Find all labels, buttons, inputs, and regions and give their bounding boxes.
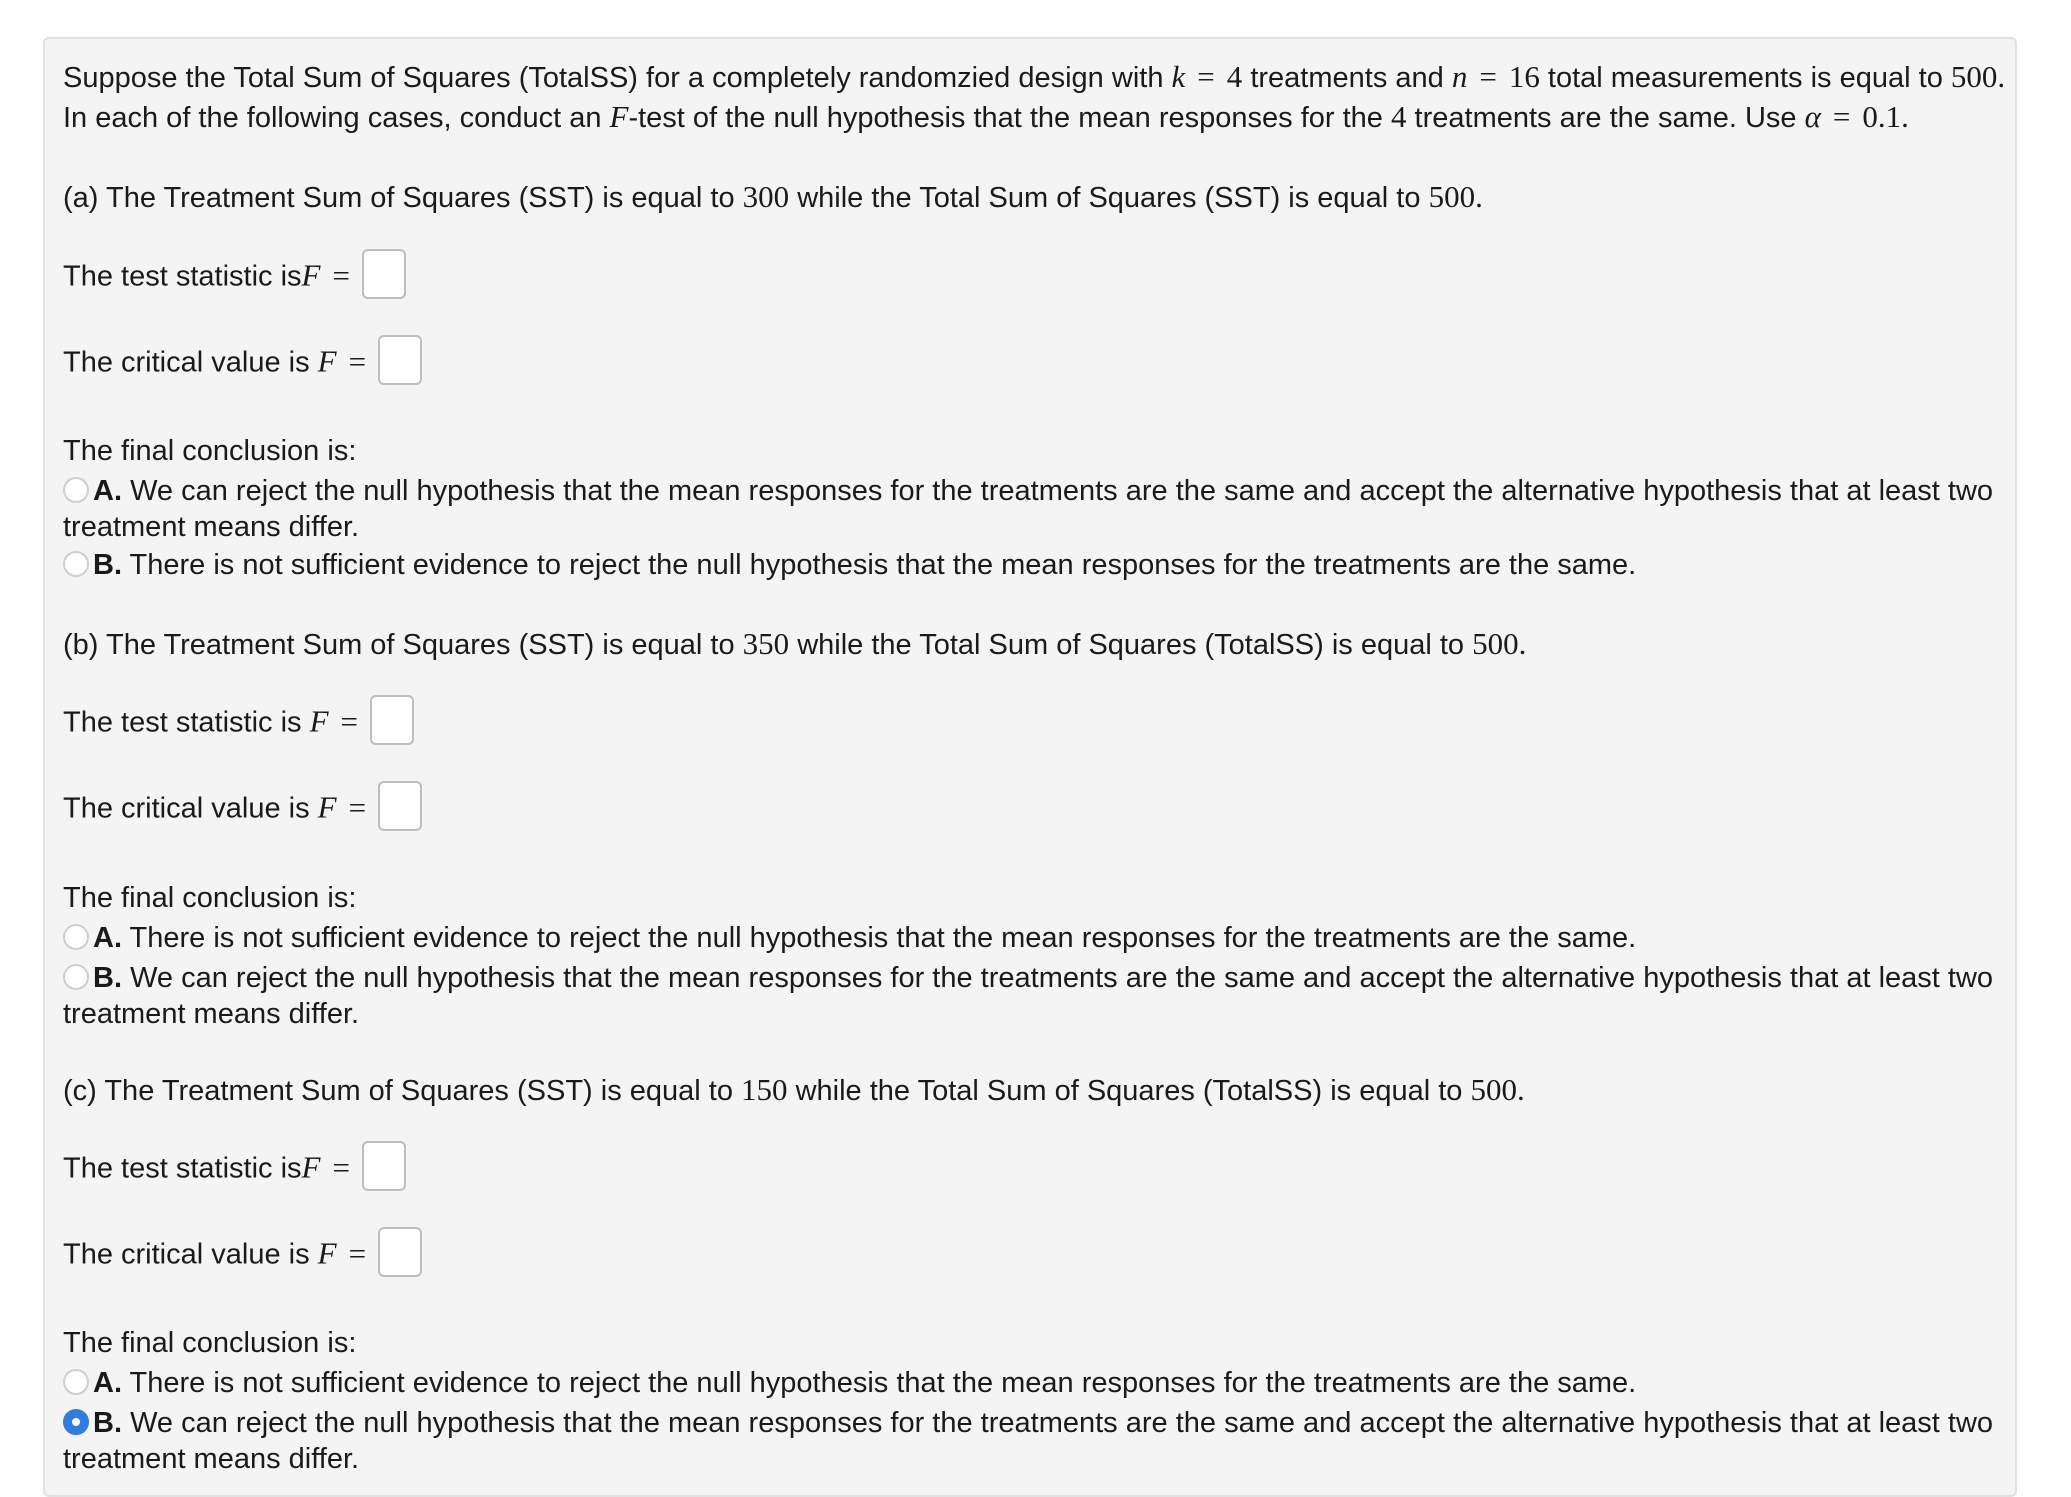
math-eq: = <box>1479 59 1497 94</box>
math-num: 150 <box>741 1072 788 1107</box>
part-a-critical-value-row <box>63 343 422 385</box>
part-header-text: (c) The Treatment Sum of Squares (SST) is equal to <box>63 1075 733 1107</box>
part-b-critical-value-input[interactable] <box>378 781 422 831</box>
part-header-text: (b) The Treatment Sum of Squares (SST) is equal to <box>63 629 735 661</box>
question-card <box>43 37 2017 1497</box>
intro-text: treatments are the same. Use <box>1414 102 1797 134</box>
option-text: There is not sufficient evidence to reject the null hypothesis that the mean responses for the treatments are the same. <box>129 549 1637 581</box>
intro-line-2 <box>63 99 1909 136</box>
part-c-test-statistic-row <box>63 1149 406 1191</box>
intro-text: In each of the following cases, conduct an <box>63 102 602 134</box>
math-var: F <box>309 703 329 739</box>
test-statistic-label: The test statistic is <box>63 706 302 739</box>
part-b-test-statistic-row <box>63 703 414 745</box>
part-a-option-a-radio[interactable] <box>63 477 89 503</box>
math-num: 500. <box>1472 626 1527 661</box>
math-var: F <box>301 257 321 293</box>
part-a-option-a[interactable] <box>63 473 1993 509</box>
math-eq: = <box>1197 59 1215 94</box>
math-num: 500. <box>1470 1072 1525 1107</box>
critical-value-label: The critical value is <box>63 792 310 825</box>
part-c-option-b[interactable] <box>63 1405 1993 1441</box>
part-b-option-a-radio[interactable] <box>63 924 89 950</box>
option-letter: B. <box>93 1407 122 1439</box>
part-c-conclusion-label: The final conclusion is: <box>63 1327 357 1359</box>
math-var: F <box>301 1149 321 1185</box>
math-var: α <box>1804 99 1821 134</box>
intro-text: Suppose the Total Sum of Squares (TotalSS) for a completely randomzied design with <box>63 62 1164 94</box>
math-num: 350 <box>742 626 790 661</box>
part-a-option-b-radio[interactable] <box>63 551 89 577</box>
math-var: F <box>317 1235 337 1271</box>
part-a-header <box>63 179 1483 216</box>
math-eq: = <box>340 703 358 739</box>
part-b-option-b[interactable] <box>63 960 1993 996</box>
part-a-option-b[interactable] <box>63 547 1636 583</box>
option-letter: A. <box>93 1367 122 1399</box>
option-letter: B. <box>93 549 122 581</box>
math-eq: = <box>332 257 350 293</box>
option-letter: B. <box>93 962 122 994</box>
option-text: There is not sufficient evidence to reject the null hypothesis that the mean responses for the treatments are the same. <box>129 1367 1637 1399</box>
math-num: 300 <box>742 179 790 214</box>
part-b-conclusion-label: The final conclusion is: <box>63 882 357 914</box>
option-letter: A. <box>93 475 122 507</box>
part-c-critical-value-row <box>63 1235 422 1277</box>
part-a-option-a-continued: treatment means differ. <box>63 511 360 543</box>
part-c-option-a[interactable] <box>63 1365 1636 1401</box>
option-text: We can reject the null hypothesis that the mean responses for the treatments are the same and accept the alternative hypothesis that at least two <box>130 475 1994 507</box>
math-eq: = <box>1832 99 1851 134</box>
part-a-test-statistic-row <box>63 257 406 299</box>
critical-value-label: The critical value is <box>63 346 310 379</box>
math-eq: = <box>332 1149 350 1185</box>
math-eq: = <box>348 343 367 379</box>
part-b-header <box>63 626 1526 663</box>
part-b-option-a[interactable] <box>63 920 1636 956</box>
math-eq: = <box>348 789 367 825</box>
math-num: 4 <box>1390 99 1407 134</box>
intro-text: treatments and <box>1250 62 1444 94</box>
part-header-text: while the Total Sum of Squares (TotalSS) is equal to <box>797 629 1465 661</box>
critical-value-label: The critical value is <box>63 1238 310 1271</box>
intro-text: -test of the null hypothesis that the mean responses for the <box>628 102 1383 134</box>
part-a-test-statistic-input[interactable] <box>362 249 406 299</box>
part-c-option-a-radio[interactable] <box>63 1369 89 1395</box>
option-text: There is not sufficient evidence to reject the null hypothesis that the mean responses for the treatments are the same. <box>129 922 1637 954</box>
part-a-critical-value-input[interactable] <box>378 335 422 385</box>
part-c-critical-value-input[interactable] <box>378 1227 422 1277</box>
math-num: 500. <box>1428 179 1483 214</box>
math-var: F <box>317 343 337 379</box>
part-b-test-statistic-input[interactable] <box>370 695 414 745</box>
part-header-text: (a) The Treatment Sum of Squares (SST) is equal to <box>63 182 735 214</box>
part-c-header <box>63 1072 1525 1109</box>
option-text: We can reject the null hypothesis that the mean responses for the treatments are the same and accept the alternative hypothesis that at least two <box>130 1407 1994 1439</box>
math-num: 16 <box>1508 59 1540 94</box>
option-text: We can reject the null hypothesis that the mean responses for the treatments are the same and accept the alternative hypothesis that at least two <box>130 962 1994 994</box>
math-num: 4 <box>1226 59 1243 94</box>
part-b-critical-value-row <box>63 789 422 831</box>
part-c-option-b-radio[interactable] <box>63 1409 89 1435</box>
intro-text: total measurements is equal to <box>1547 62 1943 94</box>
math-var: F <box>317 789 337 825</box>
test-statistic-label: The test statistic is <box>63 1152 302 1185</box>
option-letter: A. <box>93 922 122 954</box>
part-b-option-b-continued: treatment means differ. <box>63 998 360 1030</box>
part-header-text: while the Total Sum of Squares (SST) is equal to <box>797 182 1421 214</box>
math-var: n <box>1451 59 1468 94</box>
test-statistic-label: The test statistic is <box>63 260 302 293</box>
part-c-test-statistic-input[interactable] <box>362 1141 406 1191</box>
math-num: 0.1. <box>1862 99 1909 134</box>
math-num: 500. <box>1950 59 2006 94</box>
math-var: F <box>609 99 629 134</box>
math-eq: = <box>348 1235 367 1271</box>
intro-line-1 <box>63 59 2005 96</box>
part-header-text: while the Total Sum of Squares (TotalSS) is equal to <box>795 1075 1463 1107</box>
part-a-conclusion-label: The final conclusion is: <box>63 435 357 467</box>
part-c-option-b-continued: treatment means differ. <box>63 1443 360 1475</box>
math-var: k <box>1171 59 1186 94</box>
part-b-option-b-radio[interactable] <box>63 964 89 990</box>
